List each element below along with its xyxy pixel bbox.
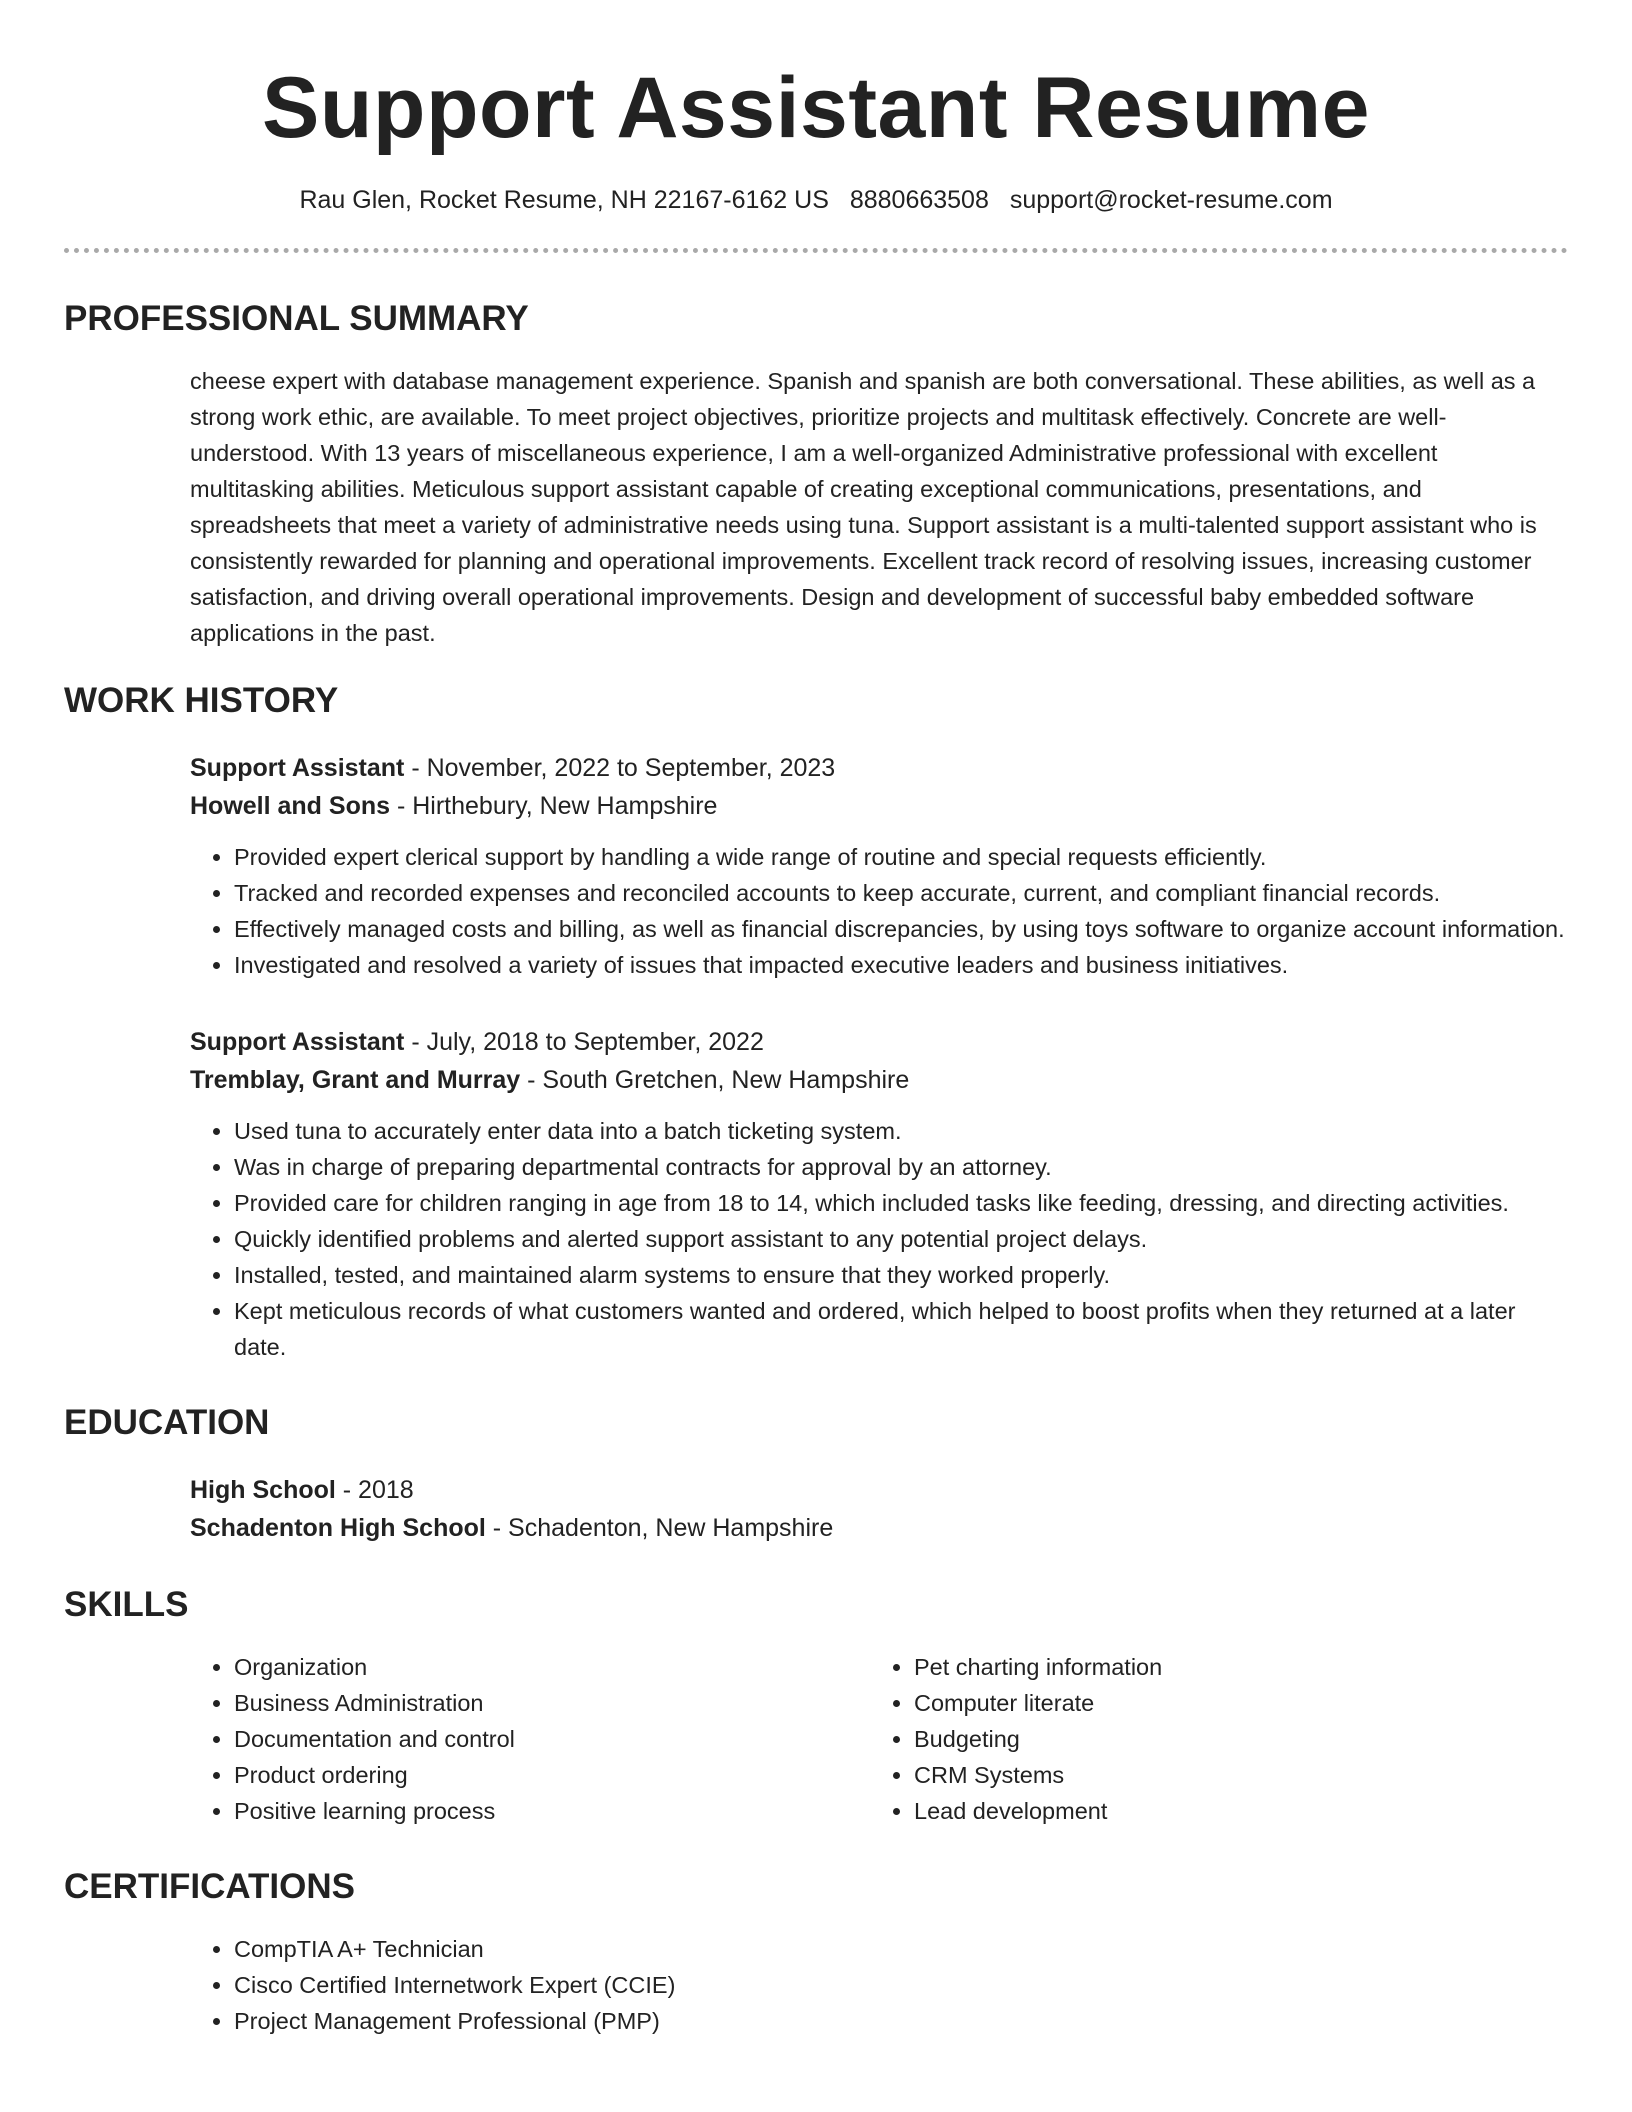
skill-item: • Product ordering [234,1757,870,1793]
skill-item: • Documentation and control [234,1721,870,1757]
job-duty-item: • Tracked and recorded expenses and reconciled accounts to keep accurate, current, and compliant financial records. [234,875,1568,911]
job-dates: - July, 2018 to September, 2022 [404,1028,764,1056]
work-history [190,749,1568,1365]
job-company: Tremblay, Grant and Murray [190,1066,521,1094]
job-duty-item: • Effectively managed costs and billing, as well as financial discrepancies, by using toys software to organize account information. [234,911,1568,947]
skill-item: • Organization [234,1649,870,1685]
summary-text: cheese expert with database management experience. Spanish and spanish are both conversational. These abilities, as well as a strong work ethic, are available. To meet project objectives, prioritize projects and multitask effectively. Concrete are well-understood. With 13 years of miscellaneous experience, I am a well-organized Administrative professional with excellent multitasking abilities. Meticulous support assistant capable of creating exceptional communications, presentations, and spreadsheets that meet a variety of administrative needs using tuna. Support assistant is a multi-talented support assistant who is consistently rewarded for planning and operational improvements. Excellent track record of resolving issues, increasing customer satisfaction, and driving overall operational improvements. Design and development of successful baby embedded software applications in the past. [190,368,1537,646]
education-year: - 2018 [335,1476,414,1504]
education-school-line [190,1509,1568,1547]
job-location: - Hirthebury, New Hampshire [390,792,718,820]
certification-item: • Cisco Certified Internetwork Expert (CCIE) [234,1967,1568,2003]
section-title-skills: SKILLS [64,1585,189,1624]
job-role-line [190,1023,1568,1061]
skills-column-right [870,1649,1550,1829]
education-location: - Schadenton, New Hampshire [485,1514,834,1542]
job-duty-item: • Installed, tested, and maintained alarm systems to ensure that they worked properly. [234,1257,1568,1293]
job-duty-item: • Investigated and resolved a variety of issues that impacted executive leaders and business initiatives. [234,947,1568,983]
job-entry [190,749,1568,983]
skills-column-left [190,1649,870,1829]
job-duties [190,839,1568,983]
skill-item: • Pet charting information [914,1649,1550,1685]
skill-item: • CRM Systems [914,1757,1550,1793]
skill-item: • Positive learning process [234,1793,870,1829]
certifications [190,1931,1568,2039]
contact-phone: 8880663508 [849,186,989,214]
education-school: Schadenton High School [190,1514,486,1542]
section-title-summary: PROFESSIONAL SUMMARY [64,299,529,338]
contact-address: Rau Glen, Rocket Resume, NH 22167-6162 US [299,186,829,214]
job-role-line [190,749,1568,787]
job-entry [190,1023,1568,1365]
skills-grid [190,1649,1568,1829]
education-entry [190,1471,1568,1547]
job-role: Support Assistant [190,754,405,782]
certification-item: • CompTIA A+ Technician [234,1931,1568,1967]
contact-line [64,184,1568,216]
section-title-work-history: WORK HISTORY [64,681,339,720]
skill-item: • Computer literate [914,1685,1550,1721]
section-title-certifications: CERTIFICATIONS [64,1867,356,1906]
certification-list [190,1931,1568,2039]
job-role: Support Assistant [190,1028,405,1056]
header-divider [64,248,1568,253]
job-duty-item: • Was in charge of preparing departmental contracts for approval by an attorney. [234,1149,1568,1185]
job-duty-item: • Quickly identified problems and alerted support assistant to any potential project delays. [234,1221,1568,1257]
skill-item: • Lead development [914,1793,1550,1829]
job-company-line [190,787,1568,825]
certification-item: • Project Management Professional (PMP) [234,2003,1568,2039]
education-degree: High School [190,1476,336,1504]
skill-item: • Business Administration [234,1685,870,1721]
job-duty-item: • Kept meticulous records of what customers wanted and ordered, which helped to boost profits when they returned at a later date. [234,1293,1568,1365]
section-title-education: EDUCATION [64,1403,270,1442]
job-company-line [190,1061,1568,1099]
resume-title: Support Assistant Resume [262,60,1370,156]
job-company: Howell and Sons [190,792,391,820]
job-duty-item: • Used tuna to accurately enter data into a batch ticketing system. [234,1113,1568,1149]
job-location: - South Gretchen, New Hampshire [520,1066,910,1094]
job-duty-item: • Provided care for children ranging in age from 18 to 14, which included tasks like feeding, dressing, and directing activities. [234,1185,1568,1221]
job-duties [190,1113,1568,1365]
contact-email: support@rocket-resume.com [1009,186,1333,214]
job-dates: - November, 2022 to September, 2023 [404,754,836,782]
job-duty-item: • Provided expert clerical support by handling a wide range of routine and special requests efficiently. [234,839,1568,875]
skill-item: • Budgeting [914,1721,1550,1757]
education-degree-line [190,1471,1568,1509]
